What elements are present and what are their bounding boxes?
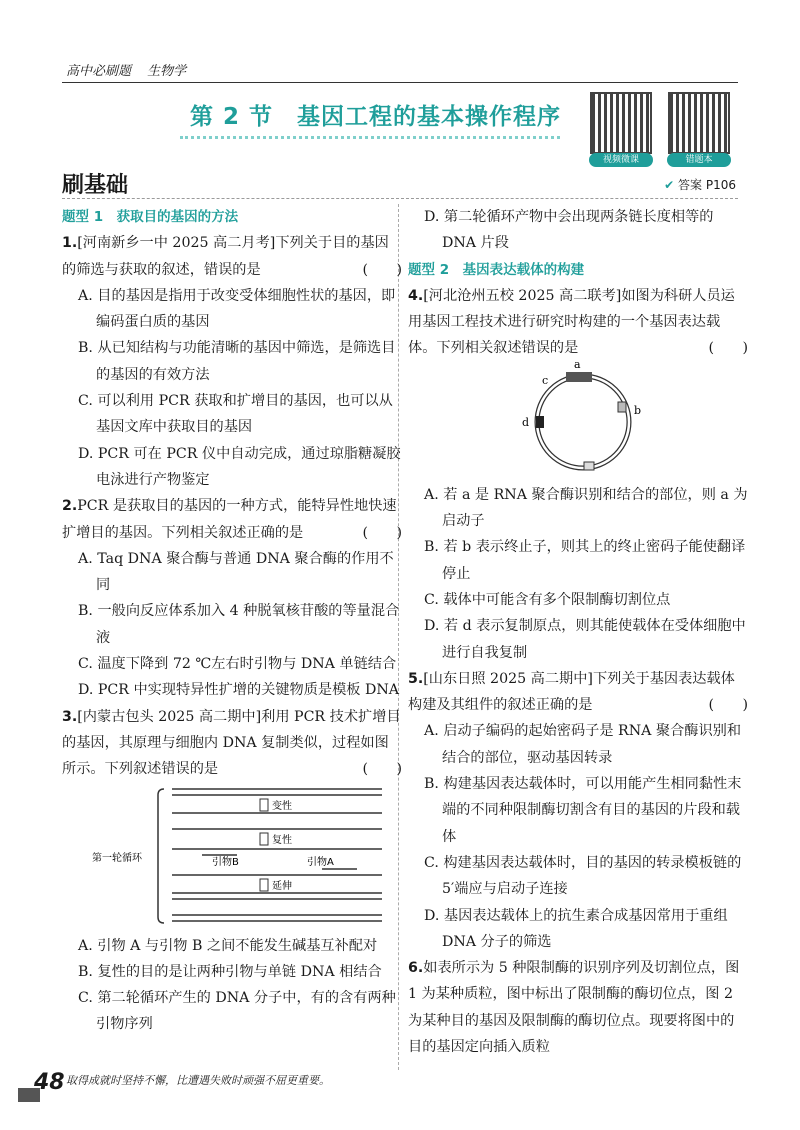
q5-option-a: A. 启动子编码的起始密码子是 RNA 聚合酶识别和结合的部位，驱动基因转录 xyxy=(424,723,742,766)
check-icon: ✔ xyxy=(664,178,675,192)
plasmid-label-a: a xyxy=(574,361,581,371)
question-1-stem xyxy=(62,230,402,283)
q3-option-a: A. 引物 A 与引物 B 之间不能发生碱基互补配对 xyxy=(78,937,378,954)
subject-name: 生物学 xyxy=(147,64,187,79)
q3-answer-blank: ( ) xyxy=(362,761,402,778)
pcr-diagram xyxy=(62,783,392,933)
right-column xyxy=(408,204,748,1060)
qr-code-video[interactable] xyxy=(590,92,652,154)
q4-option-b: B. 若 b 表示终止子，则其上的终止密码子能使翻译停止 xyxy=(424,539,746,582)
plasmid-label-c: c xyxy=(542,373,549,387)
footer-motto: 取得成就时坚持不懈，比遭遇失败时顽强不屈更重要。 xyxy=(66,1074,330,1087)
qr-code-mistakes[interactable] xyxy=(668,92,730,154)
q5-answer-blank: ( ) xyxy=(708,697,748,714)
q5-option-b: B. 构建基因表达载体时，可以用能产生相同黏性末端的不同种限制酶切割含有目的基因的片段和载体 xyxy=(424,776,742,845)
q2-option-a: A. Taq DNA 聚合酶与普通 DNA 聚合酶的作用不同 xyxy=(78,550,394,594)
q5-stem-text: [山东日照 2025 高二期中]下列关于基因表达载体构建及其组件的叙述正确的是 xyxy=(408,670,735,714)
q4-option-d: D. 若 d 表示复制原点，则其能使载体在受体细胞中进行自我复制 xyxy=(424,618,746,661)
q2-option-b: B. 一般向反应体系加入 4 种脱氧核苷酸的等量混合液 xyxy=(78,603,400,646)
answer-text: 答案 P106 xyxy=(678,178,736,192)
section-title: 第 2 节 基因工程的基本操作程序 xyxy=(190,104,562,130)
q3-option-c: C. 第二轮循环产生的 DNA 分子中，有的含有两种引物序列 xyxy=(78,990,396,1033)
running-header xyxy=(66,60,198,79)
answer-reference xyxy=(664,176,736,193)
qr-label-mistakes: 错题本 xyxy=(667,153,731,167)
question-2-stem xyxy=(62,493,402,546)
page-number: 48 xyxy=(34,1070,65,1095)
step-anneal-label: 复性 xyxy=(272,834,292,846)
q3-option-d: D. 第二轮循环产物中会出现两条链长度相等的 DNA 片段 xyxy=(424,209,714,252)
q4-stem-text: [河北沧州五校 2025 高二联考]如图为科研人员运用基因工程技术进行研究时构建的一个基因表达载体。下列相关叙述错误的是 xyxy=(408,287,735,357)
book-name: 高中必刷题 xyxy=(66,64,132,79)
q1-option-d: D. PCR 可在 PCR 仪中自动完成，通过琼脂糖凝胶电泳进行产物鉴定 xyxy=(78,445,401,488)
question-3-stem xyxy=(62,704,402,783)
cycle-label: 第一轮循环 xyxy=(92,852,142,864)
qr-label-video: 视频微课 xyxy=(589,153,653,167)
q1-option-c: C. 可以利用 PCR 获取和扩增目的基因，也可以从基因文库中获取目的基因 xyxy=(78,393,393,436)
plasmid-label-d: d xyxy=(522,415,530,429)
q1-option-a: A. 目的基因是指用于改变受体细胞性状的基因，即编码蛋白质的基因 xyxy=(78,287,396,331)
q1-answer-blank: ( ) xyxy=(362,261,402,278)
q2-answer-blank: ( ) xyxy=(362,524,402,541)
question-type-1: 题型 1 获取目的基因的方法 xyxy=(62,209,239,225)
primer-b-label: 引物B xyxy=(212,856,239,868)
plasmid-diagram xyxy=(408,362,738,482)
q4-option-c: C. 载体中可能含有多个限制酶切割位点 xyxy=(424,591,671,608)
question-5-stem xyxy=(408,666,748,719)
q1-number: 1. xyxy=(62,235,78,252)
q6-number: 6. xyxy=(408,960,424,977)
title-dotted-rule xyxy=(180,136,560,140)
q1-stem-text: [河南新乡一中 2025 高二月考]下列关于目的基因的筛选与获取的叙述，错误的是 xyxy=(62,235,389,278)
q4-option-a: A. 若 a 是 RNA 聚合酶识别和结合的部位，则 a 为启动子 xyxy=(424,486,748,530)
brush-basics-heading: 刷基础 xyxy=(62,173,129,198)
q3-number: 3. xyxy=(62,708,78,725)
q2-option-d: D. PCR 中实现特异性扩增的关键物质是模板 DNA xyxy=(78,682,400,699)
q6-stem-text: 如表所示为 5 种限制酶的识别序列及切割位点，图 1 为某种质粒，图中标出了限制酶的酶切位点，图 2 为某种目的基因及限制酶的酶切位点。现要将图中的目的基因定向插入质粒 xyxy=(408,960,740,1056)
step-extend-label: 延伸 xyxy=(272,880,292,892)
plasmid-label-b: b xyxy=(634,403,642,417)
q2-stem-text: PCR 是获取目的基因的一种方式，能特异性地快速扩增目的基因。下列相关叙述正确的是 xyxy=(62,498,397,541)
q2-number: 2. xyxy=(62,498,78,515)
q2-option-c: C. 温度下降到 72 ℃左右时引物与 DNA 单链结合 xyxy=(78,656,397,673)
q4-number: 4. xyxy=(408,287,424,304)
heading-dashed-rule xyxy=(62,198,738,199)
q5-option-d: D. 基因表达载体上的抗生素合成基因常用于重组 DNA 分子的筛选 xyxy=(424,907,728,950)
q3-option-b: B. 复性的目的是让两种引物与单链 DNA 相结合 xyxy=(78,963,382,980)
q5-option-c: C. 构建基因表达载体时，目的基因的转录模板链的 5′端应与启动子连接 xyxy=(424,854,742,898)
question-type-2: 题型 2 基因表达载体的构建 xyxy=(408,261,585,278)
q4-answer-blank: ( ) xyxy=(708,340,748,357)
step-denature-label: 变性 xyxy=(272,800,292,812)
primer-a-label: 引物A xyxy=(307,856,334,868)
q1-option-b: B. 从已知结构与功能清晰的基因中筛选，是筛选目的基因的有效方法 xyxy=(78,340,396,383)
q5-number: 5. xyxy=(408,670,424,687)
left-column xyxy=(62,204,402,1038)
question-6-stem xyxy=(408,955,748,1060)
header-rule xyxy=(62,82,738,83)
q3-stem-text: [内蒙古包头 2025 高二期中]利用 PCR 技术扩增目的基因，其原理与细胞内 DNA 复制类似，过程如图所示。下列叙述错误的是 xyxy=(62,708,401,778)
question-4-stem xyxy=(408,283,748,362)
